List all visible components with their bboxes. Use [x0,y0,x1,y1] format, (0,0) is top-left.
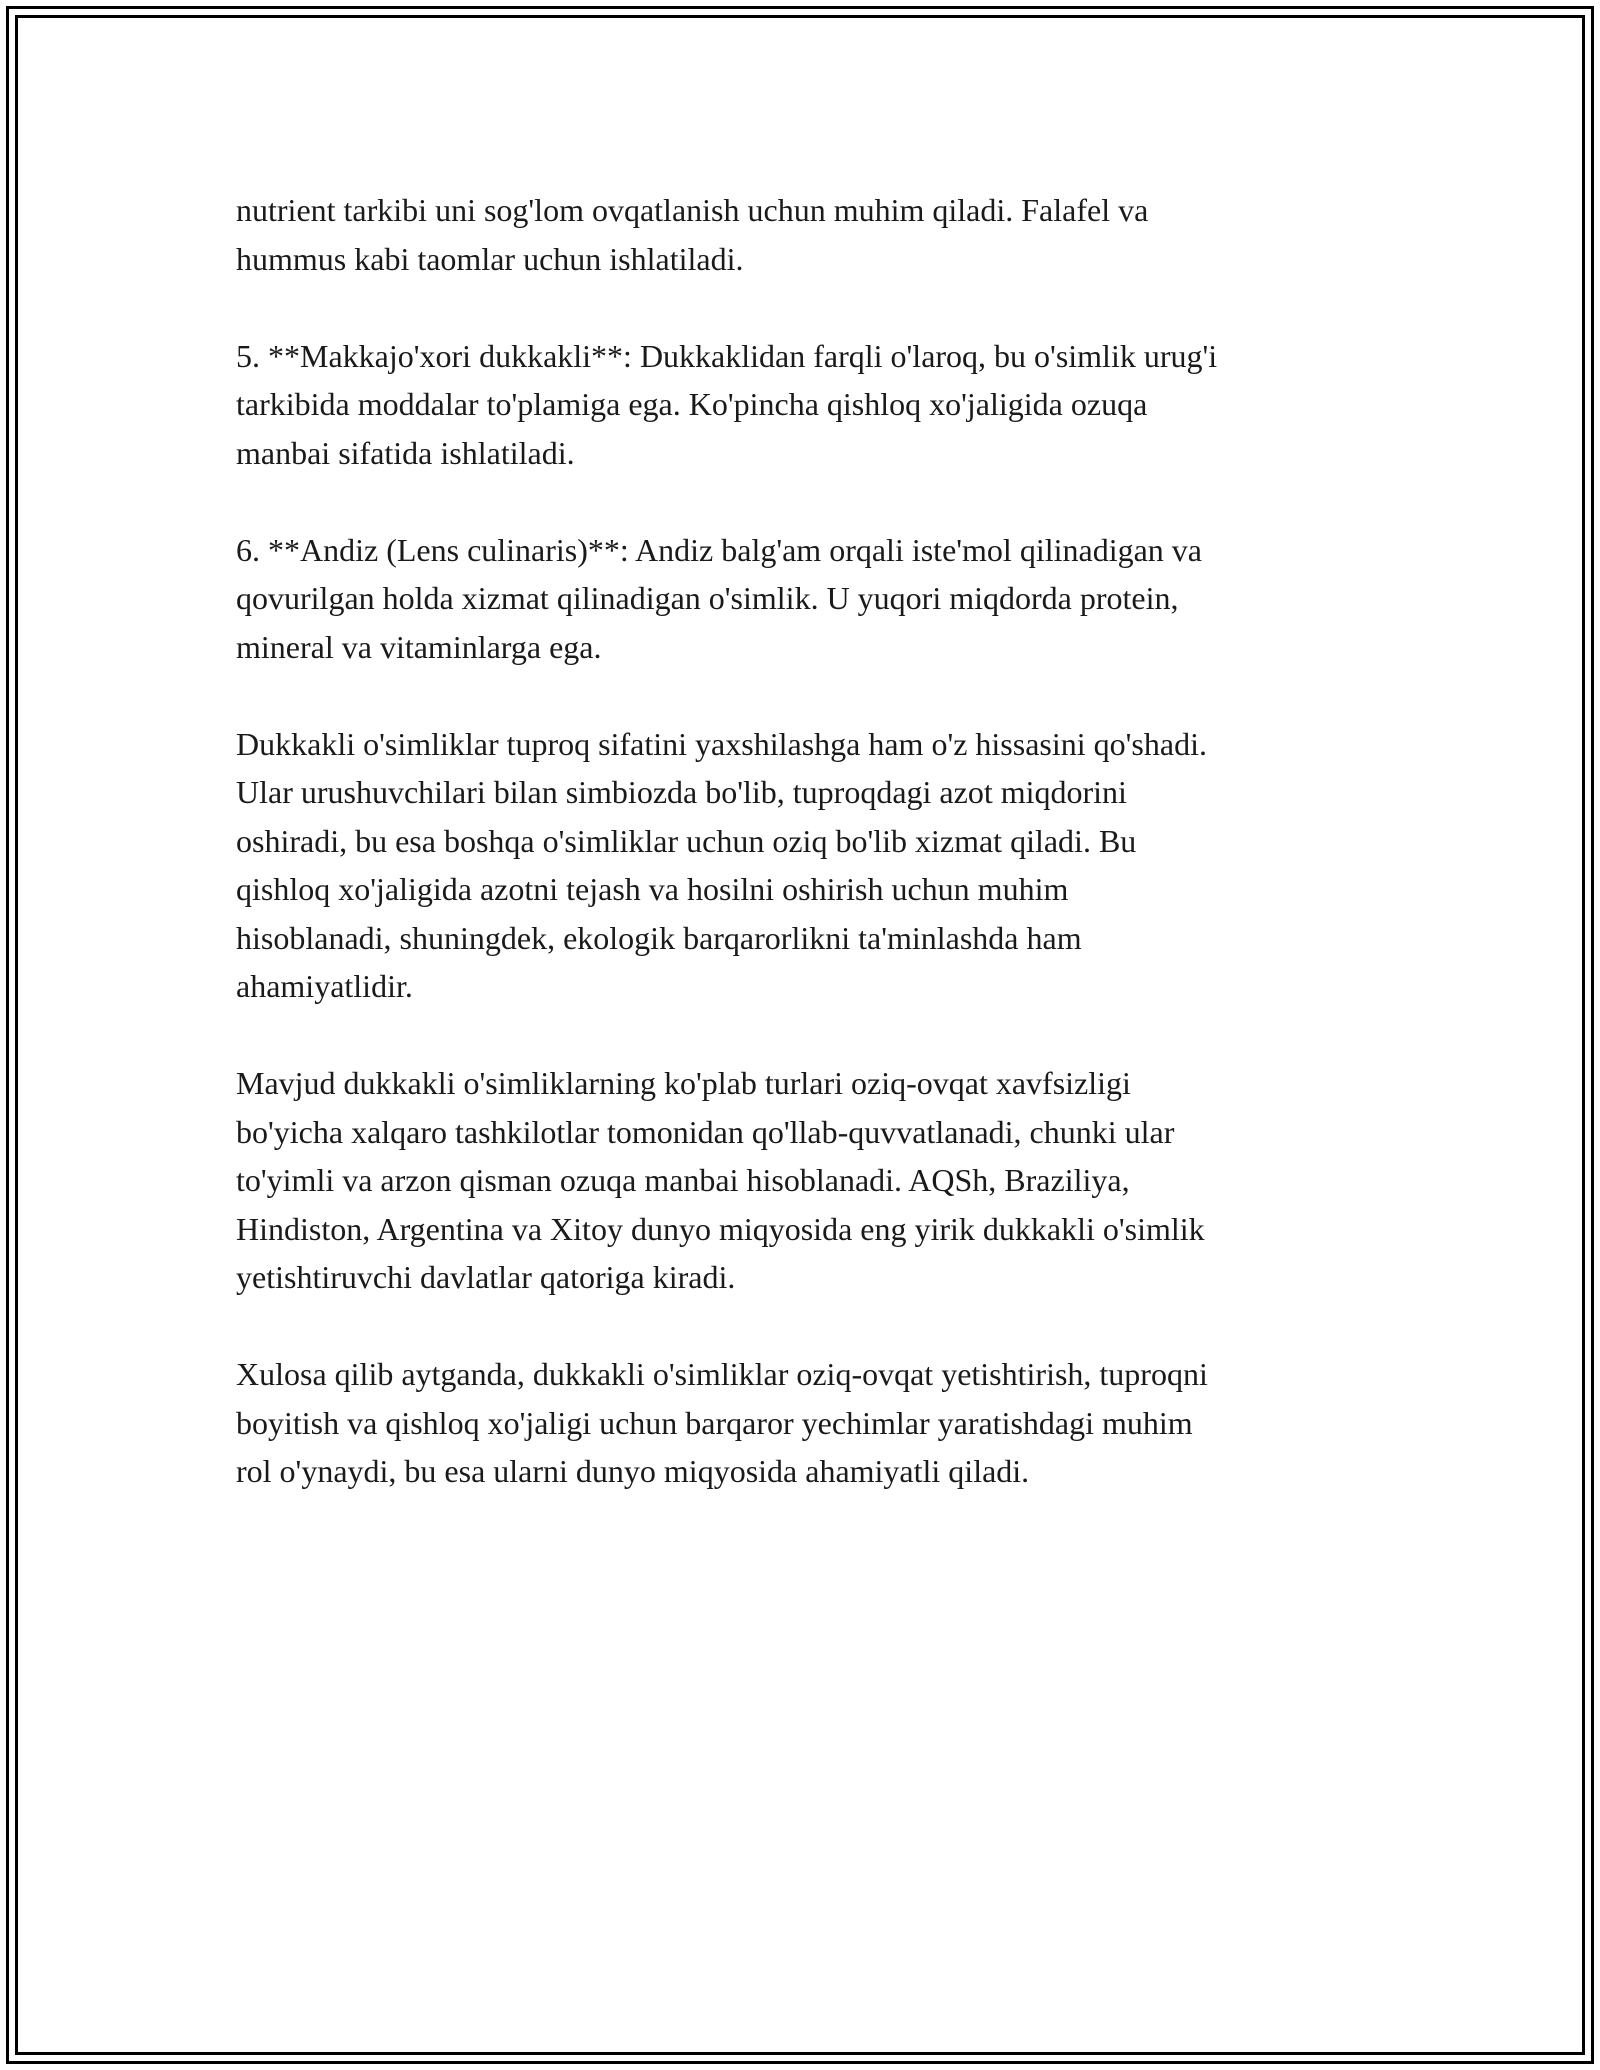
text-line: Xulosa qilib aytganda, dukkakli o'simliklar oziq-ovqat yetishtirish, tuproqni [236,1356,1208,1392]
paragraph-soil-quality [236,720,1386,1011]
text-line: manbai sifatida ishlatiladi. [236,434,575,471]
text-line: mineral va vitaminlarga ega. [236,628,602,665]
text-line: 6. **Andiz (Lens culinaris)**: Andiz balg'am orqali iste'mol qilinadigan va [236,531,1202,568]
list-item-6 [236,526,1386,672]
text-line: bo'yicha xalqaro tashkilotlar tomonidan qo'llab-quvvatlanadi, chunki ular [236,1113,1175,1150]
paragraph-continuation [236,186,1386,283]
text-line: oshiradi, bu esa boshqa o'simliklar uchun oziq bo'lib xizmat qiladi. Bu [236,822,1137,859]
text-line: qishloq xo'jaligida azotni tejash va hosilni oshirish uchun muhim [236,871,1069,907]
text-line: Ular urushuvchilari bilan simbiozda bo'lib, tuproqdagi azot miqdorini [236,774,1127,810]
list-item-5 [236,332,1386,478]
paragraph-conclusion [236,1350,1386,1496]
text-line: tarkibida moddalar to'plamiga ega. Ko'pincha qishloq xo'jaligida ozuqa [236,386,1148,422]
document-body [236,186,1386,1544]
text-line: hisoblanadi, shuningdek, ekologik barqarorlikni ta'minlashda ham [236,919,1082,956]
text-line: 5. **Makkajo'xori dukkakli**: Dukkaklidan farqli o'laroq, bu o'simlik urug'i [236,337,1218,374]
text-line: Hindiston, Argentina va Xitoy dunyo miqyosida eng yirik dukkakli o'simlik [236,1210,1205,1247]
text-line: yetishtiruvchi davlatlar qatoriga kiradi. [236,1259,736,1295]
paragraph-food-security [236,1059,1386,1302]
text-line: rol o'ynaydi, bu esa ularni dunyo miqyosida ahamiyatli qiladi. [236,1453,1030,1489]
text-line: qovurilgan holda xizmat qilinadigan o'simlik. U yuqori miqdorda protein, [236,580,1179,616]
text-line: to'yimli va arzon qisman ozuqa manbai hisoblanadi. AQSh, Braziliya, [236,1162,1130,1198]
text-line: hummus kabi taomlar uchun ishlatiladi. [236,240,744,277]
text-line: nutrient tarkibi uni sog'lom ovqatlanish uchun muhim qiladi. Falafel va [236,192,1149,228]
text-line: ahamiyatlidir. [236,968,413,1004]
text-line: boyitish va qishloq xo'jaligi uchun barqaror yechimlar yaratishdagi muhim [236,1404,1193,1441]
text-line: Dukkakli o'simliklar tuproq sifatini yaxshilashga ham o'z hissasini qo'shadi. [236,725,1207,762]
text-line: Mavjud dukkakli o'simliklarning ko'plab turlari oziq-ovqat xavfsizligi [236,1065,1131,1101]
